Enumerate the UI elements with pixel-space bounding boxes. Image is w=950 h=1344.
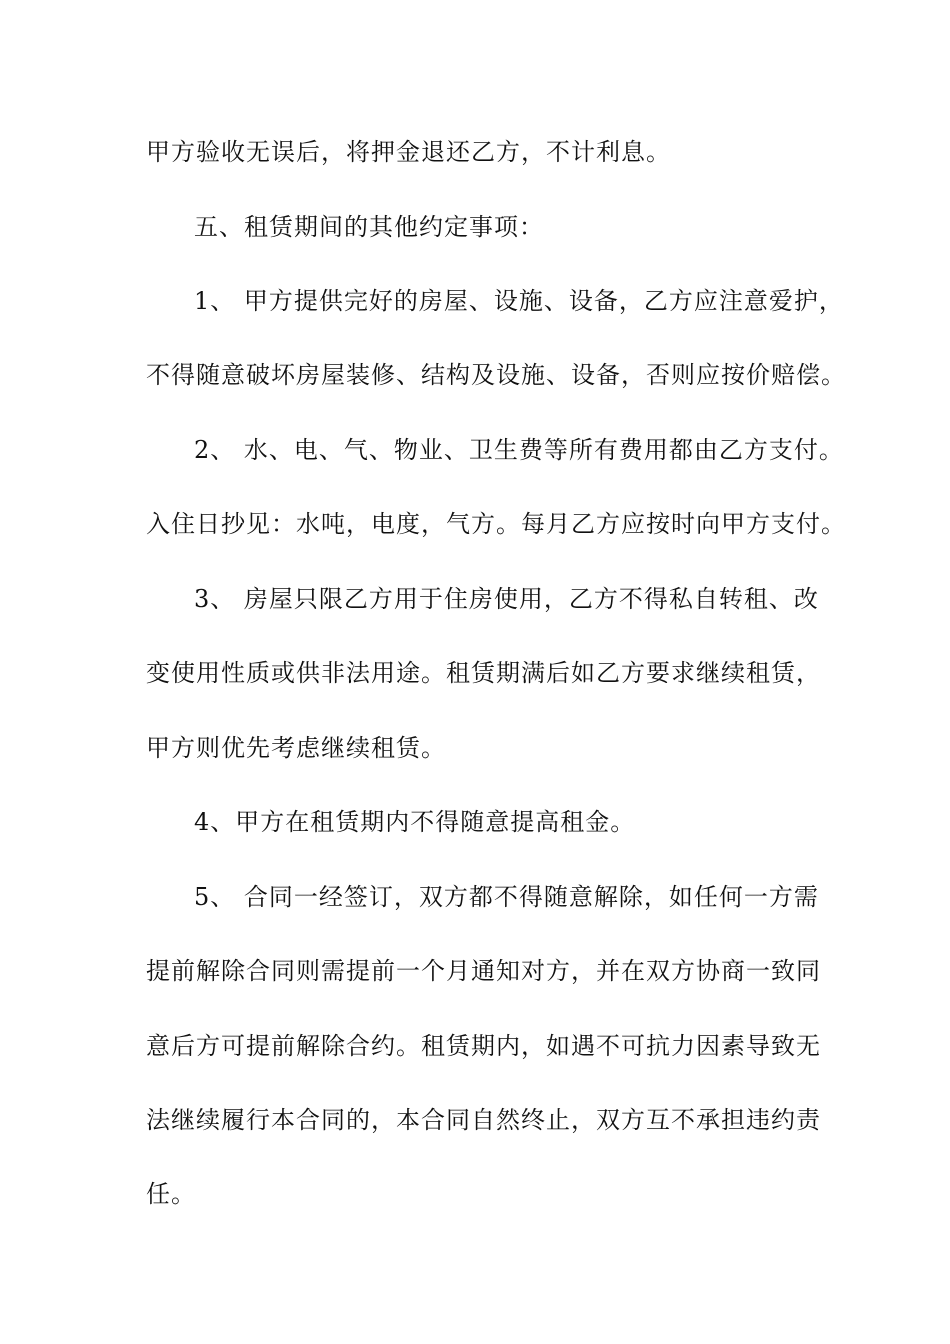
text-line: 任。: [146, 1180, 196, 1208]
text-line: 甲方则优先考虑继续租赁。: [146, 734, 446, 762]
text-line: 2、 水、电、气、物业、卫生费等所有费用都由乙方支付。: [194, 436, 844, 464]
text-line: 甲方验收无误后，将押金退还乙方，不计利息。: [146, 138, 671, 166]
section-heading: 五、租赁期间的其他约定事项：: [194, 213, 544, 241]
text-line: 4、甲方在租赁期内不得随意提高租金。: [194, 808, 636, 836]
text-line: 1、 甲方提供完好的房屋、设施、设备，乙方应注意爱护，: [194, 287, 844, 315]
text-line: 提前解除合同则需提前一个月通知对方，并在双方协商一致同: [146, 957, 821, 985]
text-line: 5、 合同一经签订，双方都不得随意解除，如任何一方需: [194, 883, 819, 911]
text-line: 意后方可提前解除合约。租赁期内，如遇不可抗力因素导致无: [146, 1032, 821, 1060]
text-line: 入住日抄见：水吨，电度，气方。每月乙方应按时向甲方支付。: [146, 510, 846, 538]
text-line: 3、 房屋只限乙方用于住房使用，乙方不得私自转租、改: [194, 585, 819, 613]
text-line: 变使用性质或供非法用途。租赁期满后如乙方要求继续租赁，: [146, 659, 821, 687]
text-line: 法继续履行本合同的，本合同自然终止，双方互不承担违约责: [146, 1106, 821, 1134]
text-line: 不得随意破坏房屋装修、结构及设施、设备，否则应按价赔偿。: [146, 361, 846, 389]
